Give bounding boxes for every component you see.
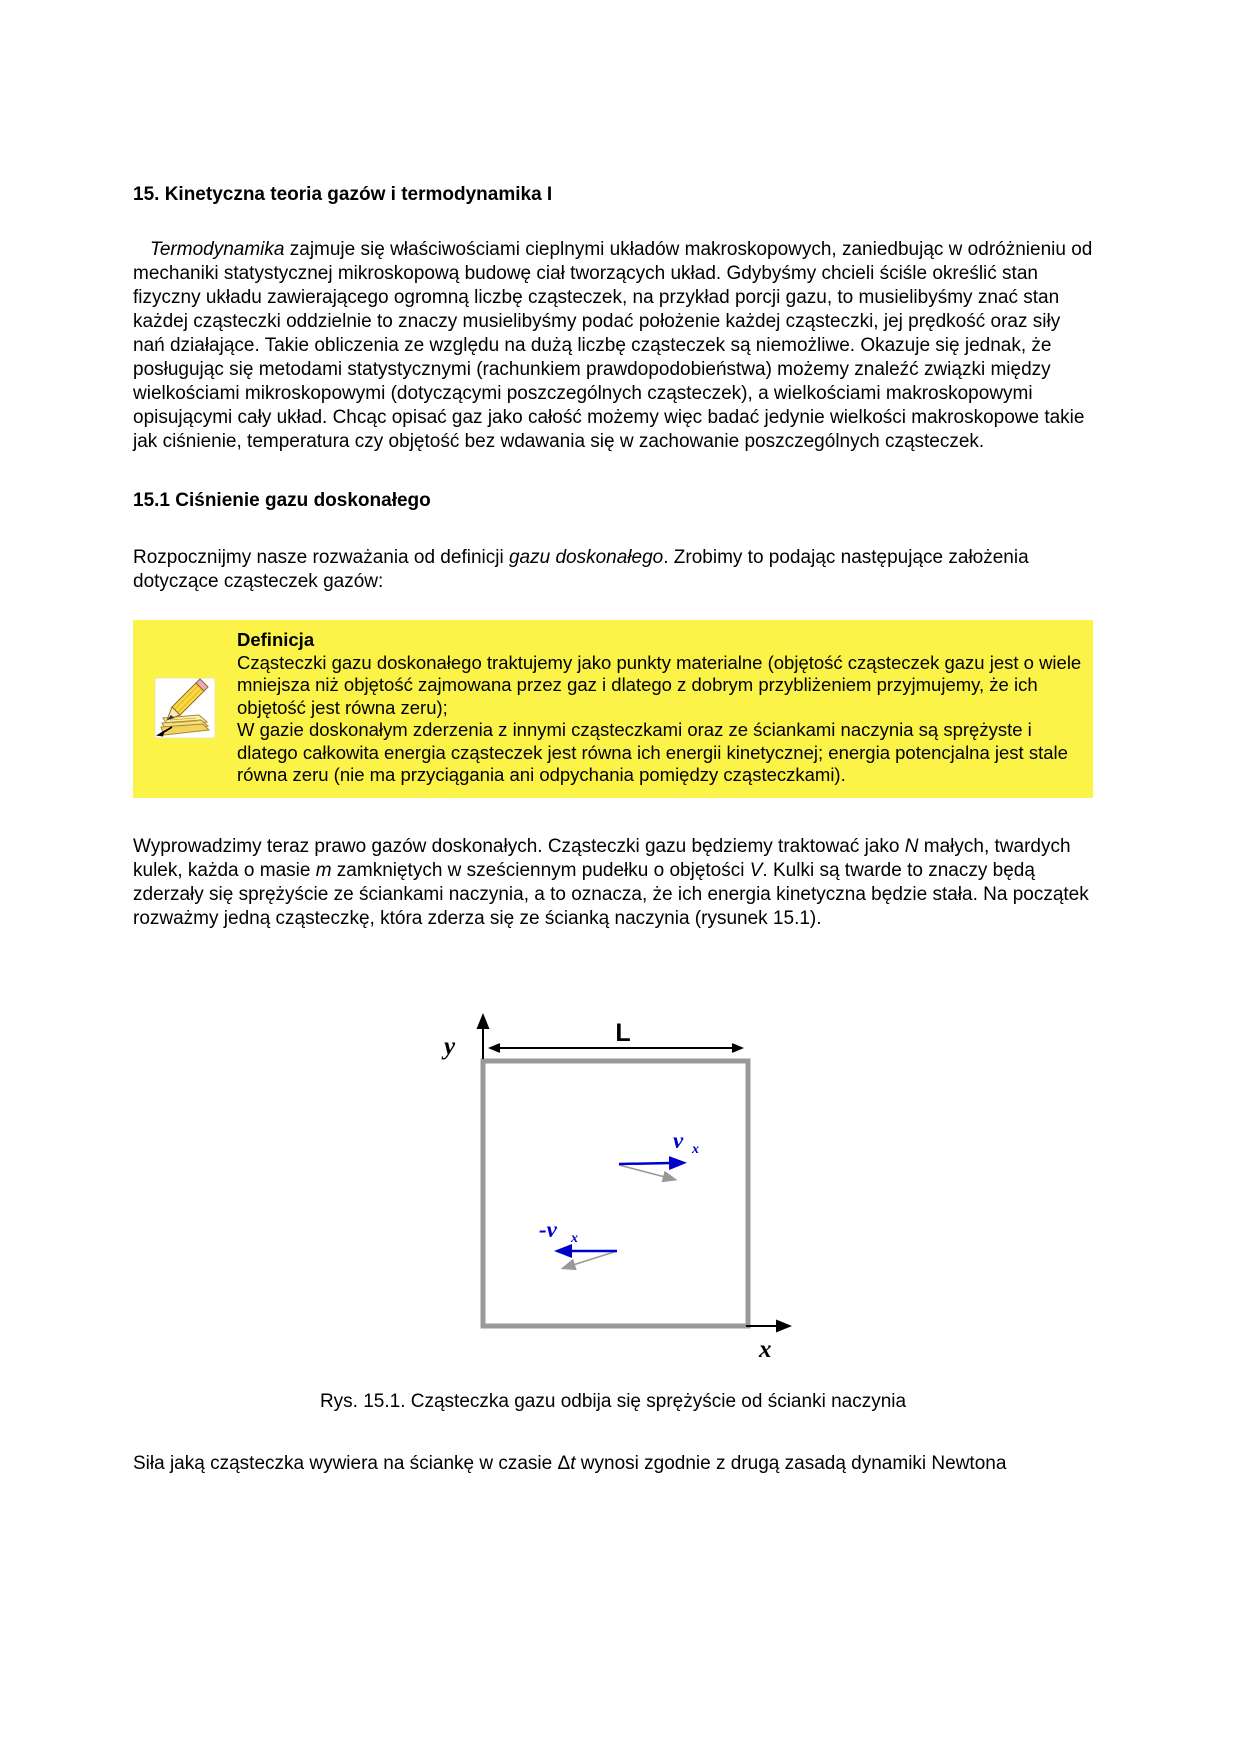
x-axis-label: x bbox=[759, 1335, 772, 1363]
vx-label-subscript: x bbox=[692, 1141, 699, 1157]
variable-m: m bbox=[315, 859, 332, 881]
figure-caption: Rys. 15.1. Cząsteczka gazu odbija się sprężyście od ścianki naczynia bbox=[319, 1390, 907, 1412]
chapter-title: 15. Kinetyczna teoria gazów i termodynamika I bbox=[133, 184, 553, 205]
pencil-note-icon bbox=[154, 677, 216, 739]
delta-symbol: Δ bbox=[557, 1452, 571, 1474]
y-axis-label: y bbox=[444, 1032, 456, 1060]
definition-intro-text-2: . Zrobimy to podając następujące założenia dotyczące cząsteczek gazów: bbox=[133, 547, 1029, 592]
definition-line-1: Cząsteczki gazu doskonałego traktujemy jako punkty materialne (objętość cząsteczek gazu jest o wiele mniejsza niż objętość zajmowana przez gaz i dlatego z dobrym przybliżeniem przyjmujemy, że ich objętość jest równa zeru); bbox=[237, 651, 1082, 718]
definition-intro-text-1: Rozpocznijmy nasze rozważania od definicji bbox=[133, 547, 509, 568]
figure-canvas bbox=[133, 1001, 1093, 1363]
force-text-1: Siła jaką cząsteczka wywiera na ściankę w czasie bbox=[133, 1452, 558, 1474]
variable-N: N bbox=[904, 835, 919, 857]
term-ideal-gas: gazu doskonałego bbox=[508, 547, 664, 568]
velocity-x-component-arrow bbox=[619, 1163, 671, 1164]
gas-container-box bbox=[483, 1061, 748, 1326]
definition-title: Definicja bbox=[237, 629, 315, 650]
velocity-vector-incoming bbox=[619, 1165, 665, 1177]
section-title: 15.1 Ciśnienie gazu doskonałego bbox=[133, 490, 431, 511]
definition-box bbox=[133, 620, 1093, 798]
paragraph-definition-intro bbox=[133, 546, 1093, 594]
derivation-text-2: małych, twardych kulek, każda o masie bbox=[133, 835, 1071, 881]
derivation-text-1: Wyprowadzimy teraz prawo gazów doskonałych. Cząsteczki gazu będziemy traktować jako bbox=[133, 835, 905, 857]
paragraph-force bbox=[133, 1452, 1093, 1476]
velocity-vector-outgoing bbox=[573, 1251, 617, 1265]
paragraph-derivation bbox=[133, 835, 1093, 931]
neg-vx-label: -v bbox=[539, 1216, 557, 1242]
paragraph-thermodynamics-text: zajmuje się właściwościami cieplnymi układów makroskopowych, zaniedbując w odróżnieniu od mechaniki statystycznej mikroskopową budowę ciał tworzących układ. Gdybyśmy chcieli ściśle określić stan fizyczny układu zawierającego ogromną liczbę cząsteczek, na przykład porcji gazu, to musielibyśmy znać stan każdej cząsteczki oddzielnie to znaczy musielibyśmy podać położenie każdej cząsteczki, jej prędkość oraz siły nań działające. Takie obliczenia ze względu na dużą liczbę cząsteczek są niemożliwe. Okazuje się jednak, że posługując się metodami statystycznymi (rachunkiem prawdopodobieństwa) możemy znaleźć związki między wielkościami mikroskopowymi (dotyczącymi poszczególnych cząsteczek), a wielkościami makroskopowymi opisującymi cały układ. Chcąc opisać gaz jako całość możemy więc badać jedynie wielkości makroskopowe takie jak ciśnienie, temperatura czy objętość bez wdawania się w zachowanie poszczególnych cząsteczek. bbox=[133, 239, 1093, 452]
derivation-text-4: . Kulki są twarde to znaczy będą zderzały się sprężyście ze ściankami naczynia, a to oznacza, że ich energia kinetyczna będzie stała. Na początek rozważmy jedną cząsteczkę, która zderza się ze ścianką naczynia (rysunek 15.1). bbox=[133, 859, 1089, 929]
neg-vx-label-subscript: x bbox=[571, 1230, 578, 1246]
definition-line-2: W gazie doskonałym zderzenia z innymi cząsteczkami oraz ze ściankami naczynia są sprężyste i dlatego całkowita energia cząsteczek jest równa ich energii kinetycznej; energia potencjalna jest stale równa zeru (nie ma przyciągania ani odpychania pomiędzy cząsteczkami). bbox=[237, 719, 1068, 785]
variable-V: V bbox=[749, 859, 763, 881]
figure-15-1 bbox=[133, 1001, 1093, 1363]
length-label: L bbox=[615, 1018, 631, 1047]
definition-icon-column bbox=[133, 677, 237, 739]
definition-text bbox=[237, 629, 1083, 787]
variable-t: t bbox=[570, 1452, 576, 1474]
force-text-2: wynosi zgodnie z drugą zasadą dynamiki Newtona bbox=[575, 1452, 1007, 1474]
derivation-text-3: zamkniętych w sześciennym pudełku o objętości bbox=[331, 859, 750, 881]
paragraph-thermodynamics-intro bbox=[133, 238, 1093, 454]
term-thermodynamics: Termodynamika bbox=[150, 239, 285, 260]
vx-label: v bbox=[673, 1127, 684, 1153]
